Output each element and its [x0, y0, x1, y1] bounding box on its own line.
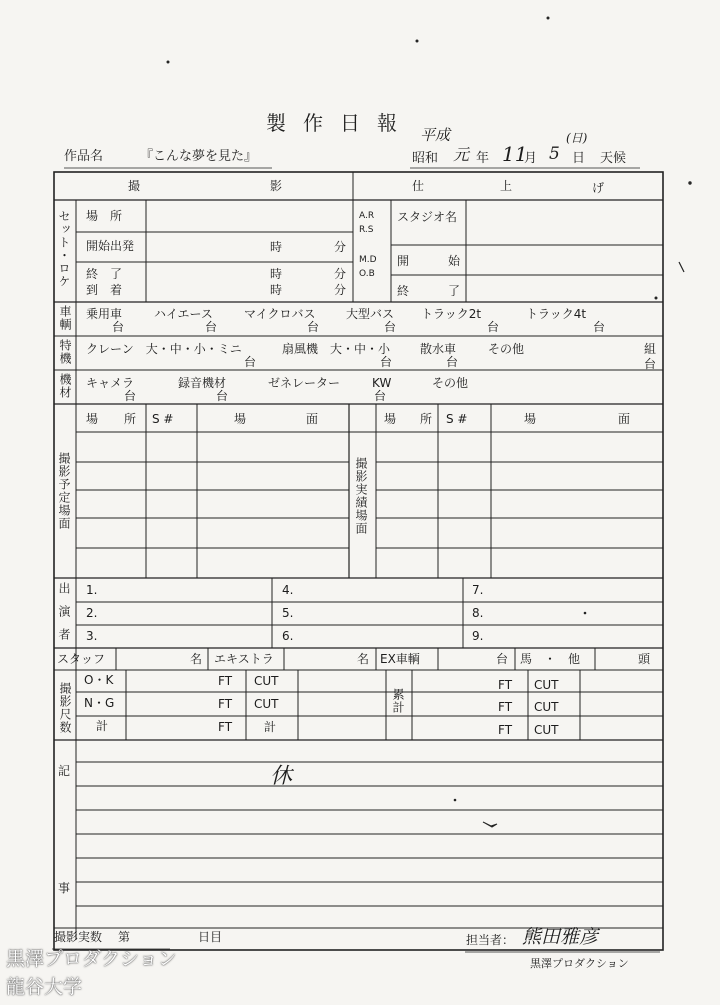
company-stamp: 黒澤プロダクション: [530, 957, 629, 970]
month-handwritten: 11: [502, 142, 528, 166]
cast-slot-1: 1.: [86, 583, 98, 597]
special-unit-set: 組: [644, 342, 657, 356]
footage-total: 計: [96, 719, 109, 733]
rs-label: R.S: [359, 225, 374, 235]
staff-label: スタッフ: [57, 652, 106, 666]
md-label: M.D: [359, 255, 377, 265]
equipment-unit-2: 台: [216, 389, 229, 403]
schedule-location-1: 場: [86, 412, 99, 426]
hour-label-1: 時: [270, 240, 283, 254]
unit-dai-6: 台: [593, 320, 606, 334]
extras-label: エキストラ: [214, 652, 274, 666]
actual-s-number: S #: [446, 412, 468, 426]
special-unit-4: 台: [644, 357, 657, 371]
cast-slot-7: 7.: [472, 583, 484, 597]
person-in-charge-label: 担当者：: [466, 933, 515, 947]
actual-scene-2: 面: [618, 412, 631, 426]
weekday-handwritten: (日): [566, 131, 588, 145]
remarks-label-top: 記: [58, 764, 71, 778]
ft-4: FT: [498, 678, 513, 692]
ft-5: FT: [498, 700, 513, 714]
special-other: その他: [488, 342, 525, 356]
ex-vehicle-unit: 台: [496, 652, 509, 666]
shooting-header-1: 撮: [128, 179, 143, 193]
day-ordinal-label: 第: [118, 930, 131, 944]
schedule-scene-2: 面: [306, 412, 319, 426]
cumulative-label: 累計: [391, 688, 405, 714]
special-unit-2: 台: [380, 355, 393, 369]
unit-dai-1: 台: [112, 320, 125, 334]
staff-unit: 名: [190, 652, 203, 666]
shooting-days-label: 撮影実数: [54, 930, 103, 944]
horse-unit: 頭: [638, 652, 651, 666]
shooting-header-2: 影: [270, 179, 283, 193]
schedule-scene-1: 場: [234, 412, 247, 426]
hour-label-3: 時: [270, 283, 283, 297]
ft-6: FT: [498, 723, 513, 737]
remarks-label-bottom: 事: [58, 881, 71, 895]
day-label: 日: [572, 151, 586, 166]
ft-3: FT: [218, 720, 233, 734]
year-label: 年: [476, 151, 490, 166]
equipment-label: 機材: [58, 373, 72, 399]
equipment-kw: KW: [372, 376, 392, 390]
cut-5: CUT: [534, 700, 559, 714]
vehicles-label: 車輌: [58, 305, 72, 331]
schedule-location-2: 所: [124, 412, 137, 426]
total-2: 計: [264, 720, 277, 734]
actual-location-2: 所: [420, 412, 433, 426]
special-water-truck: 散水車: [420, 342, 457, 356]
cut-1: CUT: [254, 674, 279, 688]
end-label-1: 終: [397, 284, 410, 298]
equipment-camera: キャメラ: [86, 376, 135, 390]
start-label-2: 始: [448, 254, 461, 268]
unit-dai-3: 台: [307, 320, 320, 334]
equipment-unit-1: 台: [124, 389, 137, 403]
finishing-header-3: げ: [592, 181, 605, 195]
watermark-line-1: 黒澤プロダクション: [6, 948, 177, 970]
vehicle-bus: 大型バス: [346, 307, 395, 321]
equipment-generator: ゼネレーター: [268, 376, 341, 390]
start-departure-label: 開始出発: [86, 239, 135, 253]
cast-slot-5: 5.: [282, 606, 294, 620]
day-unit-label: 日目: [198, 930, 223, 944]
vehicle-microbus: マイクロバス: [244, 307, 316, 321]
minute-label-3: 分: [334, 283, 347, 297]
cast-slot-3: 3.: [86, 629, 98, 643]
equipment-unit-3: 台: [374, 389, 387, 403]
equipment-sound: 録音機材: [178, 376, 227, 390]
cast-slot-2: 2.: [86, 606, 98, 620]
person-in-charge-signature: 熊田雅彦: [522, 926, 599, 948]
hour-label-2: 時: [270, 267, 283, 281]
unit-dai-4: 台: [384, 320, 397, 334]
vehicle-hiace: ハイエース: [154, 307, 213, 321]
actual-scenes-label: 撮影実績場面: [354, 457, 368, 535]
day-handwritten: 5: [549, 144, 560, 164]
equipment-other: その他: [432, 376, 469, 390]
studio-name-label: スタジオ名: [397, 210, 458, 224]
footage-label: 撮影尺数: [58, 682, 72, 734]
ft-2: FT: [218, 697, 233, 711]
location-label: 場 所: [86, 209, 123, 223]
cut-6: CUT: [534, 723, 559, 737]
ex-vehicle-label: EX車輌: [380, 652, 420, 666]
cut-2: CUT: [254, 697, 279, 711]
watermark-line-2: 龍谷大学: [6, 976, 83, 998]
end-label: 終 了: [86, 267, 123, 281]
month-label: 月: [524, 151, 538, 166]
set-location-label: セット・ロケ: [57, 210, 71, 288]
actual-location-1: 場: [384, 412, 397, 426]
form-title: 製作日報: [266, 111, 414, 135]
extras-unit: 名: [357, 652, 370, 666]
cut-4: CUT: [534, 678, 559, 692]
minute-label-1: 分: [334, 240, 347, 254]
unit-dai-5: 台: [487, 320, 500, 334]
cast-slot-4: 4.: [282, 583, 294, 597]
ft-1: FT: [218, 674, 233, 688]
schedule-s-number: S #: [152, 412, 174, 426]
finishing-header-1: 仕: [412, 179, 425, 193]
work-title-value: 『こんな夢を見た』: [140, 149, 258, 164]
unit-dai-2: 台: [205, 320, 218, 334]
special-unit-3: 台: [446, 355, 459, 369]
vehicle-truck-4t: トラック4t: [526, 307, 587, 321]
scheduled-scenes-label: 撮影予定場面: [57, 452, 71, 530]
actual-scene-1: 場: [524, 412, 537, 426]
end-label-2: 了: [448, 284, 461, 298]
cast-slot-8: 8.: [472, 606, 484, 620]
vehicle-passenger-car: 乗用車: [86, 307, 123, 321]
era-handwritten: 平成: [420, 126, 451, 144]
finishing-header-2: 上: [500, 179, 513, 193]
minute-label-2: 分: [334, 267, 347, 281]
ob-label: O.B: [359, 269, 375, 279]
ar-label: A.R: [359, 211, 375, 221]
footage-ng: N・G: [84, 696, 115, 710]
weather-label: 天候: [600, 151, 627, 166]
vehicle-truck-2t: トラック2t: [421, 307, 482, 321]
year-handwritten: 元: [453, 145, 470, 164]
work-title-label: 作品名: [64, 149, 104, 164]
special-wind-machine: 扇風機 大・中・小: [282, 342, 391, 356]
special-unit-1: 台: [244, 355, 257, 369]
cast-slot-9: 9.: [472, 629, 484, 643]
era-printed: 昭和: [412, 151, 439, 166]
special-equipment-label: 特機: [58, 339, 72, 365]
cast-label: 出演者: [57, 582, 71, 651]
footage-ok: O・K: [84, 673, 114, 687]
arrival-label: 到 着: [86, 283, 123, 297]
special-crane: クレーン 大・中・小・ミニ: [86, 342, 242, 356]
start-label-1: 開: [397, 254, 410, 268]
horse-other-label: 馬 ・ 他: [520, 652, 581, 666]
remarks-handwritten: 休: [270, 764, 293, 789]
cast-slot-6: 6.: [282, 629, 294, 643]
